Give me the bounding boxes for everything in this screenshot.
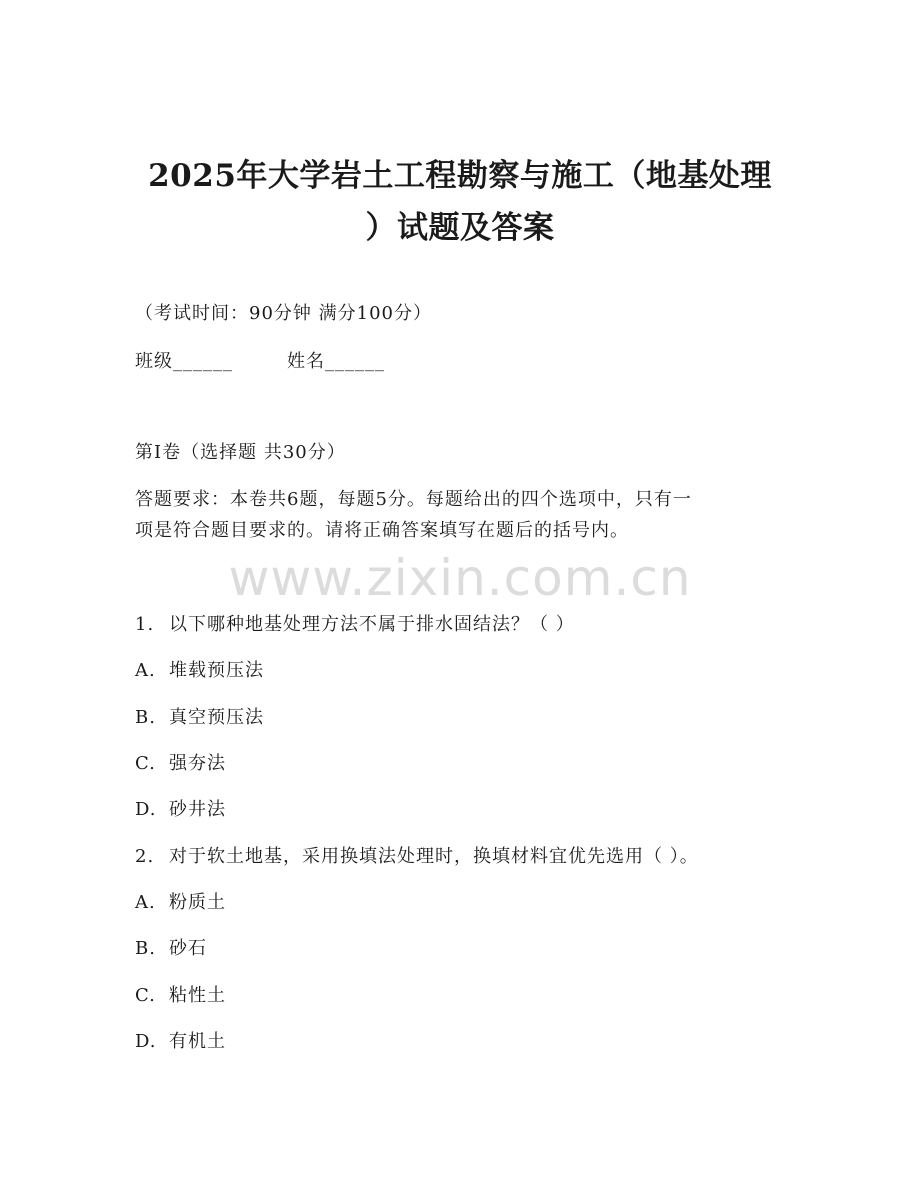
question-2 — [135, 846, 699, 868]
option-text: 强夯法 — [169, 753, 226, 774]
question-2-option-b — [135, 938, 207, 960]
question-2-option-a — [135, 892, 226, 914]
question-1-option-d — [135, 799, 226, 821]
question-number: 1. — [135, 614, 155, 635]
question-1 — [135, 614, 575, 636]
name-field: 姓名______ — [287, 351, 385, 372]
option-letter: A. — [135, 660, 156, 681]
option-letter: D. — [135, 1031, 157, 1052]
question-text: 对于软土地基，采用换填法处理时，换填材料宜优先选用（ ）。 — [169, 846, 699, 867]
option-letter: A. — [135, 892, 156, 913]
question-text: 以下哪种地基处理方法不属于排水固结法？（ ） — [169, 614, 575, 635]
instructions-line-2: 项是符合题目要求的。请将正确答案填写在题后的括号内。 — [135, 520, 629, 541]
document-title-line-1: 2025年大学岩土工程勘察与施工（地基处理 — [148, 158, 772, 194]
option-letter: C. — [135, 753, 156, 774]
option-text: 有机土 — [169, 1031, 226, 1052]
question-1-option-a — [135, 660, 264, 682]
exam-info: （考试时间：90分钟 满分100分） — [135, 303, 432, 324]
option-letter: B. — [135, 938, 156, 959]
student-info-row — [135, 351, 385, 373]
document-title-line-2: ）试题及答案 — [365, 210, 555, 246]
question-1-option-b — [135, 707, 264, 729]
option-letter: C. — [135, 985, 156, 1006]
class-field: 班级______ — [135, 351, 233, 372]
question-number: 2. — [135, 846, 155, 867]
option-text: 堆载预压法 — [169, 660, 264, 681]
section-header: 第I卷（选择题 共30分） — [135, 442, 346, 463]
question-2-option-c — [135, 985, 226, 1007]
option-text: 粉质土 — [169, 892, 226, 913]
option-text: 粘性土 — [169, 985, 226, 1006]
option-text: 砂石 — [169, 938, 207, 959]
option-text: 砂井法 — [169, 799, 226, 820]
question-1-option-c — [135, 753, 226, 775]
option-text: 真空预压法 — [169, 707, 264, 728]
instructions-line-1: 答题要求：本卷共6题，每题5分。每题给出的四个选项中，只有一 — [135, 489, 692, 510]
option-letter: D. — [135, 799, 157, 820]
question-2-option-d — [135, 1031, 226, 1053]
watermark: www.zixin.com.cn — [228, 549, 692, 607]
option-letter: B. — [135, 707, 156, 728]
